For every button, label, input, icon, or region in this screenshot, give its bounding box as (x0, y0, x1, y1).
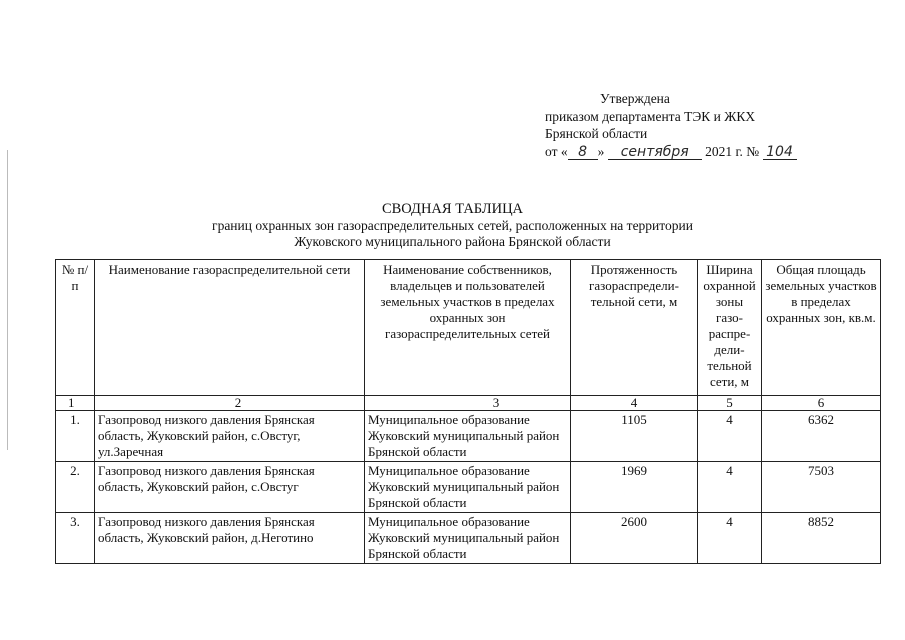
header-cell-owners: Наименование собственников, владельцев и пользователей земельных участков в пределах охранных зон газораспределительных сетей (365, 260, 571, 396)
table-row (56, 411, 881, 462)
row-zone-width: 4 (698, 411, 762, 462)
approval-title: Утверждена (600, 91, 670, 106)
row-area: 8852 (762, 513, 881, 564)
row-network-name: Газопровод низкого давления Брянская область, Жуковский район, д.Неготино (95, 513, 365, 564)
row-owner: Муниципальное образование Жуковский муниципальный район Брянской области (365, 462, 571, 513)
row-area: 7503 (762, 462, 881, 513)
row-length: 1105 (571, 411, 698, 462)
row-length: 2600 (571, 513, 698, 564)
column-number: 5 (698, 396, 762, 411)
order-number-label: № (746, 143, 760, 159)
table-row (56, 462, 881, 513)
header-cell-length: Протяженность газораспредели-тельной сети, м (571, 260, 698, 396)
order-number: 104 (763, 145, 797, 160)
row-zone-width: 4 (698, 513, 762, 564)
approval-order: приказом департамента ТЭК и ЖКХ (545, 108, 756, 124)
column-number: 6 (762, 396, 881, 411)
row-length: 1969 (571, 462, 698, 513)
row-number: 2. (56, 462, 95, 513)
document-subtitle-1: границ охранных зон газораспределительных сетей, расположенных на территории (212, 217, 693, 233)
page-scan-edge (7, 150, 8, 450)
header-cell-area: Общая площадь земельных участков в пределах охранных зон, кв.м. (762, 260, 881, 396)
document-title: СВОДНАЯ ТАБЛИЦА (381, 201, 524, 217)
approval-region: Брянской области (545, 126, 648, 141)
header-cell-number: № п/п (56, 260, 95, 396)
column-number: 3 (365, 396, 571, 411)
summary-table (55, 259, 881, 564)
row-number: 1. (56, 411, 95, 462)
approval-block (545, 90, 797, 160)
date-day: 8 (568, 145, 598, 160)
column-number: 4 (571, 396, 698, 411)
approval-date-line: от « 8 » сентября 2021 г. № 104 (545, 143, 797, 161)
date-month: сентября (608, 145, 702, 160)
document-subtitle-2: Жуковского муниципального района Брянской области (294, 234, 611, 249)
row-area: 6362 (762, 411, 881, 462)
column-number: 1 (56, 396, 95, 411)
document-heading (0, 201, 905, 251)
row-network-name: Газопровод низкого давления Брянская область, Жуковский район, с.Овстуг, ул.Заречная (95, 411, 365, 462)
row-zone-width: 4 (698, 462, 762, 513)
table-row (56, 513, 881, 564)
row-number: 3. (56, 513, 95, 564)
row-owner: Муниципальное образование Жуковский муниципальный район Брянской области (365, 411, 571, 462)
column-number-row (56, 396, 881, 411)
table-header-row (56, 260, 881, 396)
header-cell-network-name: Наименование газораспределительной сети (95, 260, 365, 396)
row-network-name: Газопровод низкого давления Брянская область, Жуковский район, с.Овстуг (95, 462, 365, 513)
header-cell-zone-width: Ширина охранной зоны газо-распре-дели-тельной сети, м (698, 260, 762, 396)
date-prefix: от « (545, 143, 568, 159)
date-year: 2021 г. (705, 143, 743, 159)
row-owner: Муниципальное образование Жуковский муниципальный район Брянской области (365, 513, 571, 564)
column-number: 2 (95, 396, 365, 411)
